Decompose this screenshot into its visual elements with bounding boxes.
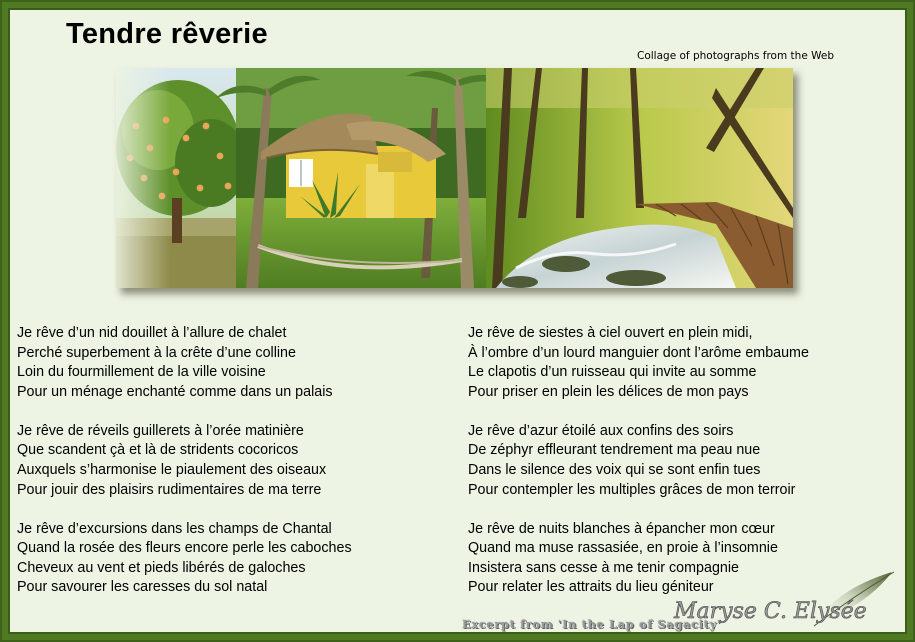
poem-line: Pour relater les attraits du lieu géniteur (468, 579, 714, 596)
poem-line: Pour savourer les caresses du sol natal (17, 579, 268, 596)
poem-line: Que scandent çà et là de stridents cocoricos (17, 442, 299, 459)
stanza (17, 324, 457, 402)
poem-line: Je rêve de réveils guillerets à l’orée matinière (17, 422, 304, 439)
poem-line: Je rêve de nuits blanches à épancher mon cœur (468, 520, 775, 537)
poem-column-left (17, 324, 457, 617)
stanza (17, 520, 457, 598)
poem-line: À l’ombre d’un lourd manguier dont l’arôme embaume (468, 344, 809, 361)
signature-text: Maryse C. Elysée (674, 599, 867, 624)
poem-line: Pour un ménage enchanté comme dans un palais (17, 383, 333, 400)
poem-line: De zéphyr effleurant tendrement ma peau nue (468, 442, 761, 459)
poster (8, 8, 907, 634)
poem-line: Pour jouir des plaisirs rudimentaires de ma terre (17, 481, 322, 498)
poem-line: Dans le silence des voix qui se sont enfin tues (468, 461, 761, 478)
poem-line: Pour priser en plein les délices de mon pays (468, 383, 749, 400)
poem-line: Pour contempler les multiples grâces de mon terroir (468, 481, 796, 498)
excerpt-credit: Excerpt from 'In the Lap of Sagacity' (462, 617, 721, 631)
poem-line: Le clapotis d’un ruisseau qui invite au somme (468, 364, 757, 381)
poem-line: Quand la rosée des fleurs encore perle les caboches (17, 540, 352, 557)
poem-line: Loin du fourmillement de la ville voisine (17, 364, 266, 381)
poem-title: Tendre rêverie (66, 18, 268, 50)
stanza (468, 422, 898, 500)
tropical-collage-image (116, 68, 793, 288)
stanza (17, 422, 457, 500)
poem-line: Insistera sans cesse à me tenir compagnie (468, 559, 739, 576)
poem-line: Perché superbement à la crête d’une colline (17, 344, 296, 361)
poem-line: Je rêve d’excursions dans les champs de Chantal (17, 520, 332, 537)
poem-line: Je rêve d’azur étoilé aux confins des soirs (468, 422, 734, 439)
poem-line: Cheveux au vent et pieds libérés de galoches (17, 559, 306, 576)
poem-line: Je rêve de siestes à ciel ouvert en plein midi, (468, 325, 753, 341)
poem-line: Auxquels s’harmonise le piaulement des oiseaux (17, 461, 327, 478)
poem-line: Quand ma muse rassasiée, en proie à l’insomnie (468, 540, 778, 557)
collage-credit: Collage of photographs from the Web (637, 50, 835, 62)
poem-line: Je rêve d’un nid douillet à l’allure de chalet (17, 325, 287, 341)
stanza (468, 324, 898, 402)
